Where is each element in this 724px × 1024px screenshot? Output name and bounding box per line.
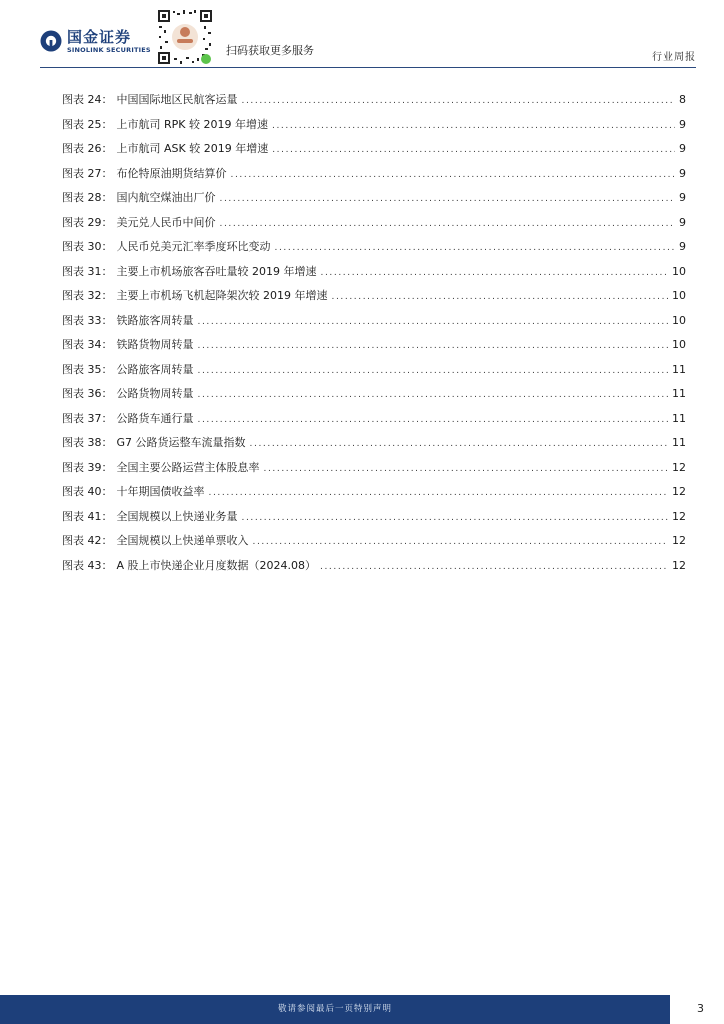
figure-label: 图表 27：	[62, 166, 113, 180]
figure-label: 图表 31：	[62, 264, 113, 278]
figure-label: 图表 37：	[62, 411, 113, 425]
dot-leader	[253, 534, 669, 550]
figure-title: 主要上市机场飞机起降架次较 2019 年增速	[116, 289, 328, 302]
figure-page-number: 9	[679, 166, 686, 180]
toc-entry[interactable]	[62, 313, 686, 338]
figure-page-number: 8	[679, 93, 686, 106]
dot-leader	[320, 559, 668, 575]
toc-entry[interactable]	[62, 558, 686, 583]
figure-label: 图表 24：	[62, 93, 113, 106]
figure-title: 全国规模以上快递业务量	[116, 509, 238, 523]
toc-entry[interactable]	[62, 386, 686, 411]
dot-leader	[332, 289, 669, 305]
figure-page-number: 12	[672, 460, 686, 474]
toc-entry[interactable]	[62, 190, 686, 215]
figure-label: 图表 38：	[62, 436, 113, 449]
figure-page-number: 12	[672, 485, 686, 498]
toc-entry[interactable]	[62, 166, 686, 191]
scan-prompt-text: 扫码获取更多服务	[226, 44, 314, 57]
toc-entry[interactable]	[62, 435, 686, 460]
dot-leader	[272, 142, 675, 158]
figure-title: 上市航司 RPK 较 2019 年增速	[116, 117, 268, 131]
figure-page-number: 10	[672, 264, 686, 278]
figure-title: 中国国际地区民航客运量	[116, 93, 238, 106]
dot-leader	[198, 363, 669, 379]
figure-label: 图表 30：	[62, 240, 113, 253]
figure-label: 图表 34：	[62, 338, 113, 351]
dot-leader	[198, 387, 669, 403]
figure-page-number: 10	[672, 338, 686, 351]
figure-page-number: 9	[679, 215, 686, 229]
dot-leader	[220, 191, 676, 207]
figure-label: 图表 28：	[62, 191, 113, 204]
toc-entry[interactable]	[62, 533, 686, 558]
figure-label: 图表 26：	[62, 142, 113, 155]
figure-label: 图表 33：	[62, 313, 113, 327]
figure-page-number: 9	[679, 191, 686, 204]
report-type-label: 行业周报	[652, 52, 696, 63]
figure-title: 主要上市机场旅客吞吐量较 2019 年增速	[116, 264, 317, 278]
toc-entry[interactable]	[62, 117, 686, 142]
brand-name-en: SINOLINK SECURITIES	[67, 46, 151, 54]
dot-leader	[242, 510, 669, 526]
figure-page-number: 11	[672, 436, 686, 449]
figure-title: 人民币兑美元汇率季度环比变动	[116, 240, 271, 253]
figure-title: 全国主要公路运营主体股息率	[116, 460, 260, 474]
figure-title: 公路货物周转量	[116, 387, 194, 400]
figure-label: 图表 39：	[62, 460, 113, 474]
figure-title: 十年期国债收益率	[116, 485, 205, 498]
toc-entry[interactable]	[62, 239, 686, 264]
figure-page-number: 11	[672, 362, 686, 376]
toc-entry[interactable]	[62, 288, 686, 313]
figure-title: 公路货车通行量	[116, 411, 194, 425]
page-footer	[0, 995, 724, 1024]
figure-label: 图表 35：	[62, 362, 113, 376]
toc-entry[interactable]	[62, 215, 686, 240]
dot-leader	[264, 461, 669, 477]
figure-page-number: 12	[672, 509, 686, 523]
figure-title: 美元兑人民币中间价	[116, 215, 216, 229]
figure-label: 图表 29：	[62, 215, 113, 229]
figure-page-number: 9	[679, 117, 686, 131]
figure-title: A 股上市快递企业月度数据（2024.08）	[116, 558, 317, 572]
figure-page-number: 10	[672, 289, 686, 302]
disclaimer-notice: 敬请参阅最后一页特别声明	[277, 1004, 392, 1014]
figure-label: 图表 40：	[62, 485, 113, 498]
figure-title: 国内航空煤油出厂价	[116, 191, 216, 204]
toc-entry[interactable]	[62, 460, 686, 485]
dot-leader	[198, 314, 669, 330]
dot-leader	[209, 485, 669, 501]
qr-code-icon[interactable]	[156, 8, 214, 66]
figure-label: 图表 25：	[62, 117, 113, 131]
figure-title: 铁路旅客周转量	[116, 313, 194, 327]
figure-label: 图表 32：	[62, 289, 113, 302]
figure-page-number: 9	[679, 240, 686, 253]
toc-entry[interactable]	[62, 362, 686, 387]
brand-name-cn: 国金证券	[67, 28, 132, 46]
dot-leader	[198, 338, 669, 354]
figure-page-number: 12	[672, 558, 686, 572]
figure-label: 图表 41：	[62, 509, 113, 523]
figure-index-list	[62, 92, 686, 582]
figure-title: 上市航司 ASK 较 2019 年增速	[116, 142, 269, 155]
page-header	[0, 0, 724, 70]
figure-label: 图表 43：	[62, 558, 113, 572]
figure-label: 图表 36：	[62, 387, 113, 400]
toc-entry[interactable]	[62, 141, 686, 166]
dot-leader	[272, 118, 675, 134]
header-divider	[40, 67, 696, 68]
dot-leader	[242, 93, 676, 109]
figure-page-number: 11	[672, 387, 686, 400]
toc-entry[interactable]	[62, 509, 686, 534]
dot-leader	[250, 436, 668, 452]
toc-entry[interactable]	[62, 337, 686, 362]
toc-entry[interactable]	[62, 92, 686, 117]
dot-leader	[198, 412, 669, 428]
figure-label: 图表 42：	[62, 534, 113, 547]
toc-entry[interactable]	[62, 264, 686, 289]
figure-title: 全国规模以上快递单票收入	[116, 534, 249, 547]
figure-page-number: 10	[672, 313, 686, 327]
figure-title: 布伦特原油期货结算价	[116, 166, 227, 180]
toc-entry[interactable]	[62, 411, 686, 436]
figure-page-number: 12	[672, 534, 686, 547]
figure-title: 公路旅客周转量	[116, 362, 194, 376]
figure-page-number: 9	[679, 142, 686, 155]
toc-entry[interactable]	[62, 484, 686, 509]
page-number: 3	[697, 1002, 704, 1015]
dot-leader	[275, 240, 676, 256]
dot-leader	[220, 216, 676, 232]
sinolink-logo-icon	[40, 30, 62, 52]
dot-leader	[231, 167, 676, 183]
figure-title: G7 公路货运整车流量指数	[116, 436, 246, 449]
figure-page-number: 11	[672, 411, 686, 425]
dot-leader	[321, 265, 669, 281]
figure-title: 铁路货物周转量	[116, 338, 194, 351]
